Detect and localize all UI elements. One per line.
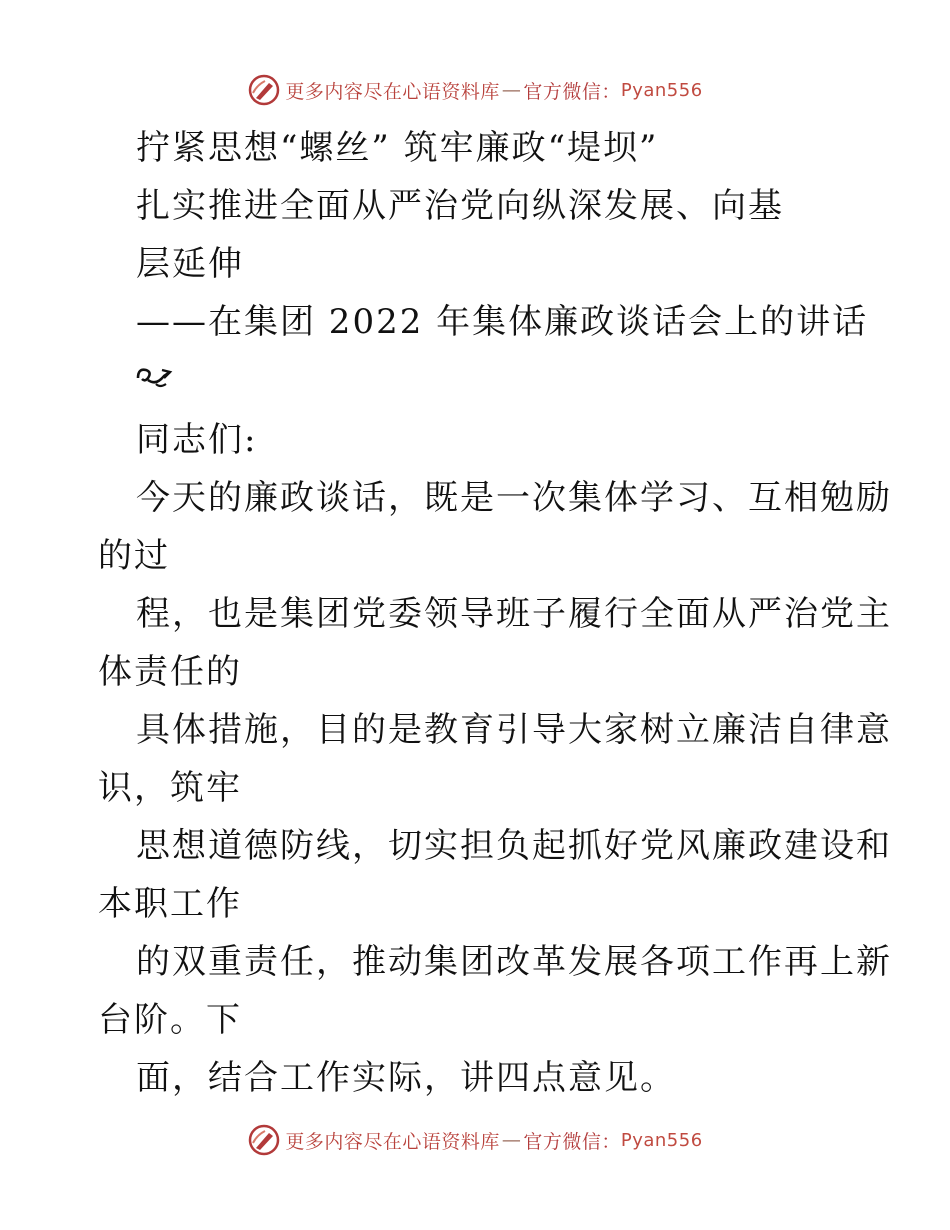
salutation: 同志们: <box>136 420 258 460</box>
body-line: 面，结合工作实际，讲四点意见。 <box>136 1058 676 1098</box>
title-line-2: 扎实推进全面从严治党向纵深发展、向基 <box>136 186 784 226</box>
body-line: 思想道德防线，切实担负起抓好党风廉政建设和 <box>136 826 892 866</box>
watermark-separator: — <box>501 79 522 101</box>
body-line: 的双重责任，推动集团改革发展各项工作再上新 <box>136 942 892 982</box>
body-line: 本职工作 <box>98 884 242 924</box>
watermark-channel: 官方微信： <box>523 80 621 103</box>
body-line: 今天的廉政谈话，既是一次集体学习、互相勉励 <box>136 478 892 518</box>
watermark-header <box>0 70 950 110</box>
title-line-3: 层延伸 <box>136 244 244 284</box>
pen-logo-icon <box>247 1123 281 1157</box>
body-line: 的过 <box>98 536 170 576</box>
watermark-account: Pyan556 <box>620 79 703 101</box>
watermark-prefix: 更多内容尽在心语资料库 <box>285 80 500 103</box>
body-line: 体责任的 <box>98 652 242 692</box>
body-line: 台阶。下 <box>98 1000 242 1040</box>
watermark-account: Pyan556 <box>620 1129 703 1151</box>
pen-logo-icon <box>247 73 281 107</box>
subtitle-line: ——在集团 2022 年集体廉政谈话会上的讲话 <box>136 302 869 342</box>
watermark-prefix: 更多内容尽在心语资料库 <box>285 1130 500 1153</box>
swirl-ornament-icon <box>134 362 174 392</box>
body-line: 具体措施，目的是教育引导大家树立廉洁自律意 <box>136 710 892 750</box>
watermark-footer <box>0 1120 950 1160</box>
body-line: 程，也是集团党委领导班子履行全面从严治党主 <box>136 594 892 634</box>
body-line: 识，筑牢 <box>98 768 242 808</box>
watermark-channel: 官方微信： <box>523 1130 621 1153</box>
watermark-separator: — <box>501 1129 522 1151</box>
title-line-1: 拧紧思想“螺丝” 筑牢廉政“堤坝” <box>136 128 659 168</box>
